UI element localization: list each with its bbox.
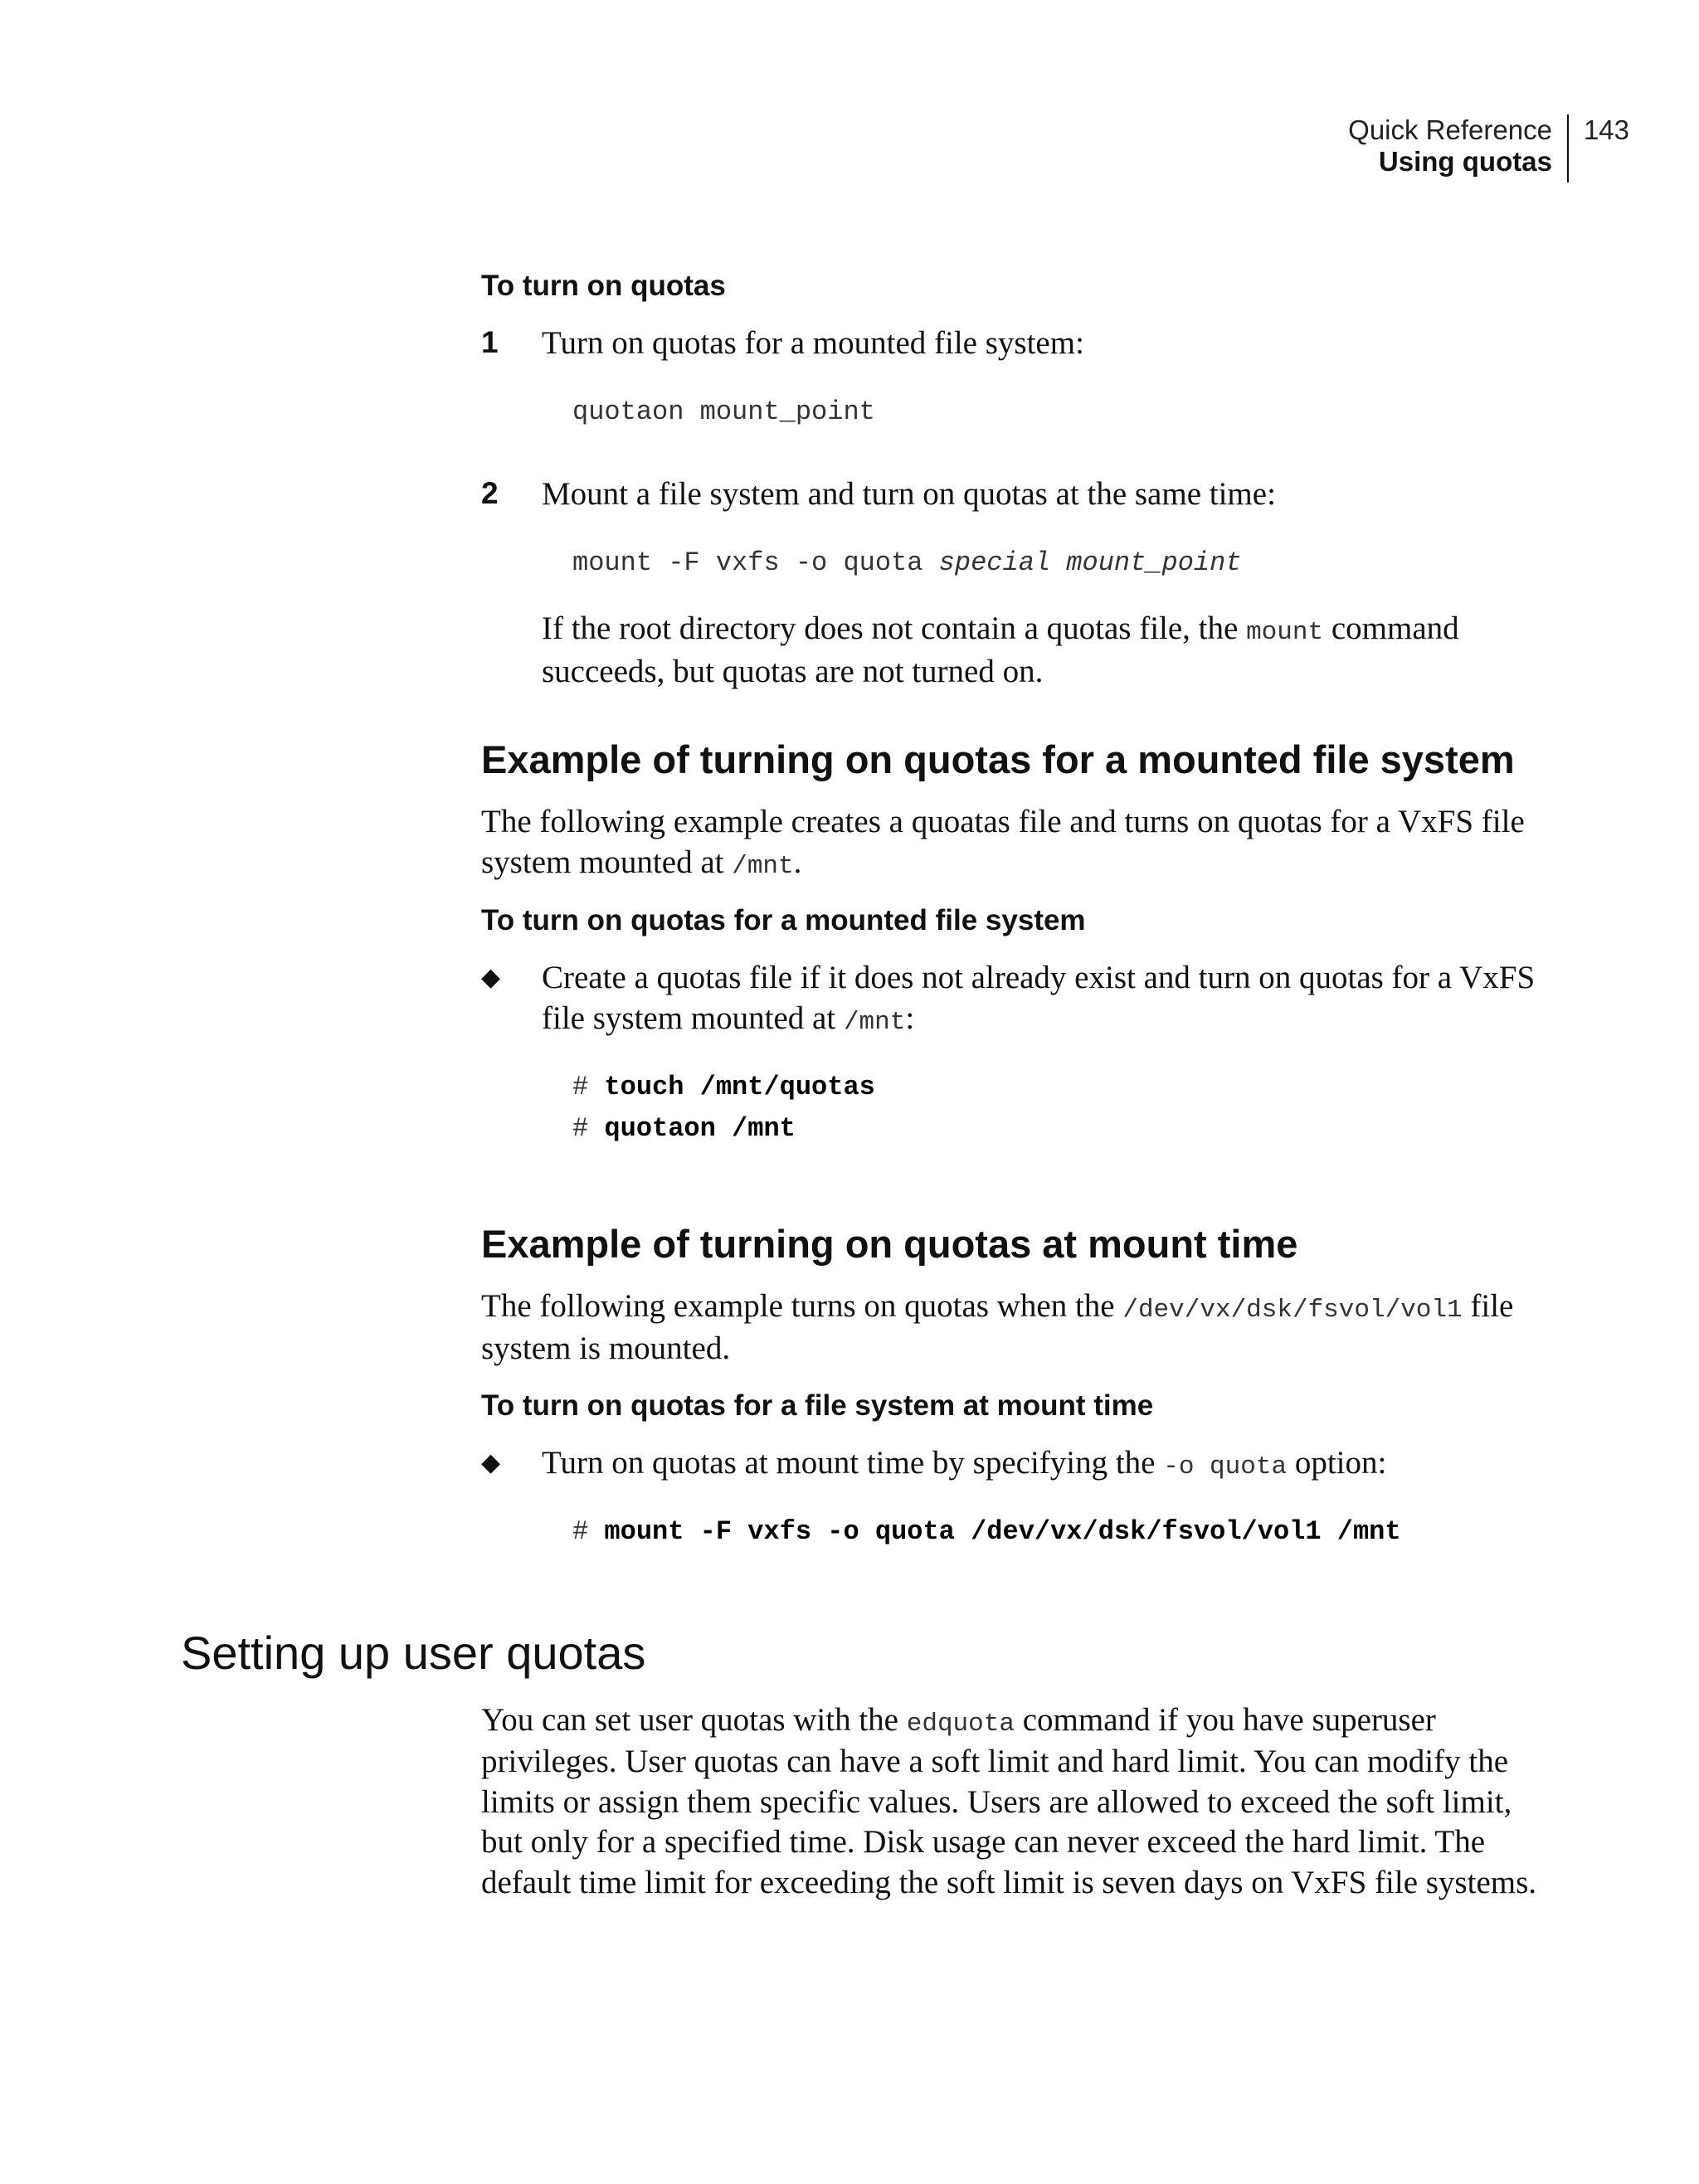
note-text: command xyxy=(1323,610,1459,646)
running-header xyxy=(1348,114,1629,182)
code-line xyxy=(572,1072,875,1102)
paragraph-line: system is mounted. xyxy=(481,1330,731,1366)
procedure-title: To turn on quotas xyxy=(481,270,726,302)
code-line xyxy=(572,547,1242,578)
diamond-bullet-icon: ◆ xyxy=(481,964,501,991)
section-heading: Setting up user quotas xyxy=(181,1627,646,1679)
procedure-title: To turn on quotas for a mounted file system xyxy=(481,904,1086,936)
bullet-text xyxy=(542,1442,1386,1488)
bullet-text xyxy=(542,998,914,1043)
code-line xyxy=(572,1516,1401,1547)
code-command: mount -F vxfs -o quota xyxy=(572,547,939,578)
step-note: succeeds, but quotas are not turned on. xyxy=(542,654,1044,689)
paragraph-line: but only for a specified time. Disk usage can never exceed the hard limit. The xyxy=(481,1824,1486,1860)
paragraph-text: The following example turns on quotas when the xyxy=(481,1288,1123,1324)
code-arguments: special mount_point xyxy=(938,547,1242,578)
paragraph-line: privileges. User quotas can have a soft limit and hard limit. You can modify the xyxy=(481,1744,1509,1779)
diamond-bullet-icon: ◆ xyxy=(481,1449,501,1476)
chapter-title: Quick Reference xyxy=(1348,114,1552,145)
step-text: Mount a file system and turn on quotas at the same time: xyxy=(542,476,1276,512)
paragraph-text: system mounted at xyxy=(481,844,733,880)
step-number: 1 xyxy=(481,325,499,359)
code-command: touch /mnt/quotas xyxy=(604,1072,875,1102)
step-note xyxy=(542,608,1459,654)
paragraph-line: default time limit for exceeding the soft limit is seven days on VxFS file systems. xyxy=(481,1865,1537,1900)
shell-prompt: # xyxy=(572,1516,589,1547)
code-command: mount -F vxfs -o quota /dev/vx/dsk/fsvol/vol1 /mnt xyxy=(604,1516,1401,1547)
note-text: If the root directory does not contain a quotas file, the xyxy=(542,610,1247,646)
shell-prompt: # xyxy=(572,1113,589,1144)
section-title: Using quotas xyxy=(1378,146,1552,177)
step-number: 2 xyxy=(481,476,499,510)
header-text xyxy=(1348,114,1567,178)
shell-prompt: # xyxy=(572,1072,589,1102)
bullet-text: Create a quotas file if it does not already exist and turn on quotas for a VxFS xyxy=(542,960,1536,995)
inline-code: /dev/vx/dsk/fsvol/vol1 xyxy=(1122,1296,1463,1325)
inline-code: /mnt xyxy=(732,852,794,881)
code-line xyxy=(572,1113,796,1144)
bullet-text-part: : xyxy=(905,1000,915,1036)
paragraph-line xyxy=(481,1286,1513,1331)
bullet-text-part: Turn on quotas at mount time by specifying the xyxy=(542,1445,1164,1481)
paragraph-text: . xyxy=(793,844,802,880)
page-number: 143 xyxy=(1583,114,1629,145)
inline-code: edquota xyxy=(906,1710,1015,1739)
paragraph-text: file xyxy=(1462,1288,1514,1324)
bullet-text-part: file system mounted at xyxy=(542,1000,844,1036)
example-heading: Example of turning on quotas at mount time xyxy=(481,1222,1298,1266)
code-command: quotaon /mnt xyxy=(604,1113,796,1144)
paragraph-line: The following example creates a quoatas file and turns on quotas for a VxFS file xyxy=(481,804,1525,839)
step-text: Turn on quotas for a mounted file system: xyxy=(542,325,1084,361)
paragraph-line xyxy=(481,1700,1436,1745)
code-line: quotaon mount_point xyxy=(572,396,875,427)
bullet-text-part: option: xyxy=(1287,1445,1387,1481)
paragraph-line: limits or assign them specific values. Users are allowed to exceed the soft limit, xyxy=(481,1784,1512,1820)
inline-code: mount xyxy=(1246,618,1324,647)
inline-code: -o quota xyxy=(1163,1452,1288,1481)
paragraph-text: You can set user quotas with the xyxy=(481,1702,907,1738)
example-heading: Example of turning on quotas for a mounted file system xyxy=(481,737,1515,781)
paragraph-text: command if you have superuser xyxy=(1014,1702,1436,1738)
paragraph-line xyxy=(481,842,801,888)
procedure-title: To turn on quotas for a file system at mount time xyxy=(481,1389,1154,1422)
inline-code: /mnt xyxy=(843,1008,906,1037)
